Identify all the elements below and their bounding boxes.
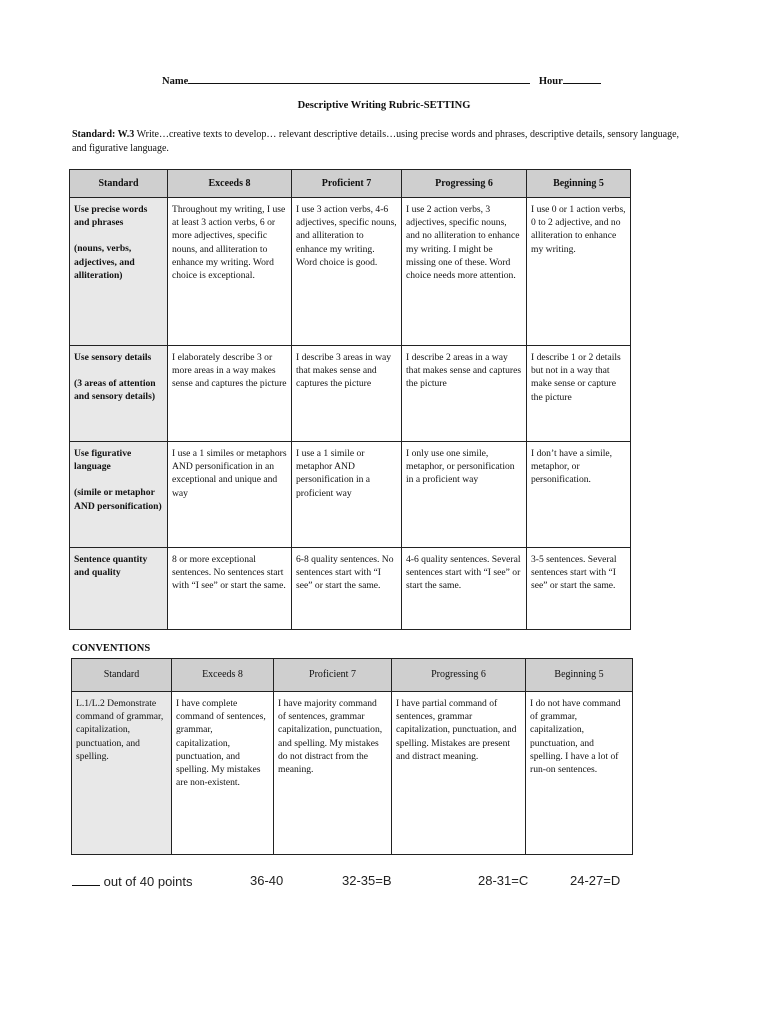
- proficient-cell: I have majority command of sentences, grammar capitalization, punctuation, and spelling. My mistakes do not distract from the meaning.: [274, 692, 392, 855]
- table-row: [70, 442, 631, 548]
- progressing-cell: I have partial command of sentences, grammar capitalization, punctuation, and spelling. Mistakes are present and distract meaning.: [392, 692, 526, 855]
- name-blank[interactable]: [188, 74, 530, 84]
- table-row: [70, 198, 631, 346]
- table-row: [70, 548, 631, 630]
- name-label: Name: [162, 76, 189, 87]
- exceeds-cell: 8 or more exceptional sentences. No sentences start with “I see” or start the same.: [168, 548, 292, 630]
- exceeds-cell: I use a 1 similes or metaphors AND personification in an exceptional and unique and way: [168, 442, 292, 548]
- conventions-table: [71, 658, 633, 855]
- header-progressing: Progressing 6: [392, 659, 526, 692]
- header-exceeds: Exceeds 8: [172, 659, 274, 692]
- beginning-cell: I use 0 or 1 action verbs, 0 to 2 adjective, and no alliteration to enhance my writing.: [527, 198, 631, 346]
- beginning-cell: I do not have command of grammar, capitalization, punctuation, and spelling. I have a lot of run-on sentences.: [526, 692, 633, 855]
- header-standard: Standard: [72, 659, 172, 692]
- proficient-cell: I describe 3 areas in way that makes sense and captures the picture: [292, 346, 402, 442]
- progressing-cell: I use 2 action verbs, 3 adjectives, specific nouns, and no alliteration to enhance my writing. I might be missing one of these. Word choice needs more attention.: [402, 198, 527, 346]
- standard-label: Standard: W.3: [72, 129, 135, 140]
- header-progressing: Progressing 6: [402, 170, 527, 198]
- row-standard-cell: [70, 548, 168, 630]
- hour-label: Hour: [538, 76, 563, 87]
- proficient-cell: I use 3 action verbs, 4-6 adjectives, specific nouns, and alliteration to enhance my writing. Word choice is good.: [292, 198, 402, 346]
- table-header-row: [72, 659, 633, 692]
- table-header-row: [70, 170, 631, 198]
- row-standard-title: Use sensory details: [74, 352, 152, 363]
- proficient-cell: I use a 1 simile or metaphor AND personification in a proficient way: [292, 442, 402, 548]
- row-standard-subtitle: (nouns, verbs, adjectives, and alliteration): [74, 243, 135, 281]
- standard-text: Write…creative texts to develop… relevant descriptive details…using precise words and phrases, descriptive details, sensory language, and figurative language.: [72, 129, 680, 154]
- header-proficient: Proficient 7: [274, 659, 392, 692]
- header-proficient: Proficient 7: [292, 170, 402, 198]
- beginning-cell: I don’t have a simile, metaphor, or personification.: [527, 442, 631, 548]
- progressing-cell: 4-6 quality sentences. Several sentences start with “I see” or start the same.: [402, 548, 527, 630]
- grade-a-range: 36-40: [250, 873, 284, 888]
- row-standard-cell: [70, 198, 168, 346]
- proficient-cell: 6-8 quality sentences. No sentences start with “I see” or start the same.: [292, 548, 402, 630]
- header-beginning: Beginning 5: [526, 659, 633, 692]
- progressing-cell: I only use one simile, metaphor, or personification in a proficient way: [402, 442, 527, 548]
- row-standard-title: Use precise words and phrases: [74, 204, 148, 229]
- exceeds-cell: I elaborately describe 3 or more areas in a way makes sense and captures the picture: [168, 346, 292, 442]
- header-standard: Standard: [70, 170, 168, 198]
- exceeds-cell: Throughout my writing, I use at least 3 action verbs, 6 or more adjectives, specific nouns, and alliteration to enhance my writing. Word choice is exceptional.: [168, 198, 292, 346]
- row-standard-subtitle: (3 areas of attention and sensory details): [74, 378, 156, 403]
- row-standard-subtitle: (simile or metaphor AND personification): [74, 487, 162, 512]
- row-standard-title: Sentence quantity and quality: [74, 554, 148, 579]
- progressing-cell: I describe 2 areas in a way that makes sense and captures the picture: [402, 346, 527, 442]
- grade-b-range: 32-35=B: [342, 873, 392, 888]
- exceeds-cell: I have complete command of sentences, grammar, capitalization, punctuation, and spelling. My mistakes are non-existent.: [172, 692, 274, 855]
- row-standard-title: Use figurative language: [74, 448, 132, 473]
- row-standard-cell: [70, 346, 168, 442]
- page-title: Descriptive Writing Rubric-SETTING: [297, 100, 471, 111]
- beginning-cell: 3-5 sentences. Several sentences start with “I see” or start the same.: [527, 548, 631, 630]
- table-row: [72, 692, 633, 855]
- points-line: [72, 873, 193, 889]
- name-hour-line: [162, 74, 612, 87]
- points-label: out of 40 points: [103, 874, 193, 889]
- score-blank[interactable]: [72, 873, 100, 886]
- setting-rubric-table: [69, 169, 631, 630]
- beginning-cell: I describe 1 or 2 details but not in a way that make sense or capture the picture: [527, 346, 631, 442]
- grade-d-range: 24-27=D: [570, 873, 621, 888]
- header-beginning: Beginning 5: [527, 170, 631, 198]
- table-row: [70, 346, 631, 442]
- hour-blank[interactable]: [563, 74, 601, 84]
- header-exceeds: Exceeds 8: [168, 170, 292, 198]
- standard-statement: [72, 128, 682, 155]
- conventions-heading: CONVENTIONS: [72, 643, 151, 654]
- grade-c-range: 28-31=C: [478, 873, 529, 888]
- grading-scale: [72, 873, 672, 891]
- row-standard-cell: [70, 442, 168, 548]
- row-standard-cell: L.1/L.2 Demonstrate command of grammar, capitalization, punctuation, and spelling.: [72, 692, 172, 855]
